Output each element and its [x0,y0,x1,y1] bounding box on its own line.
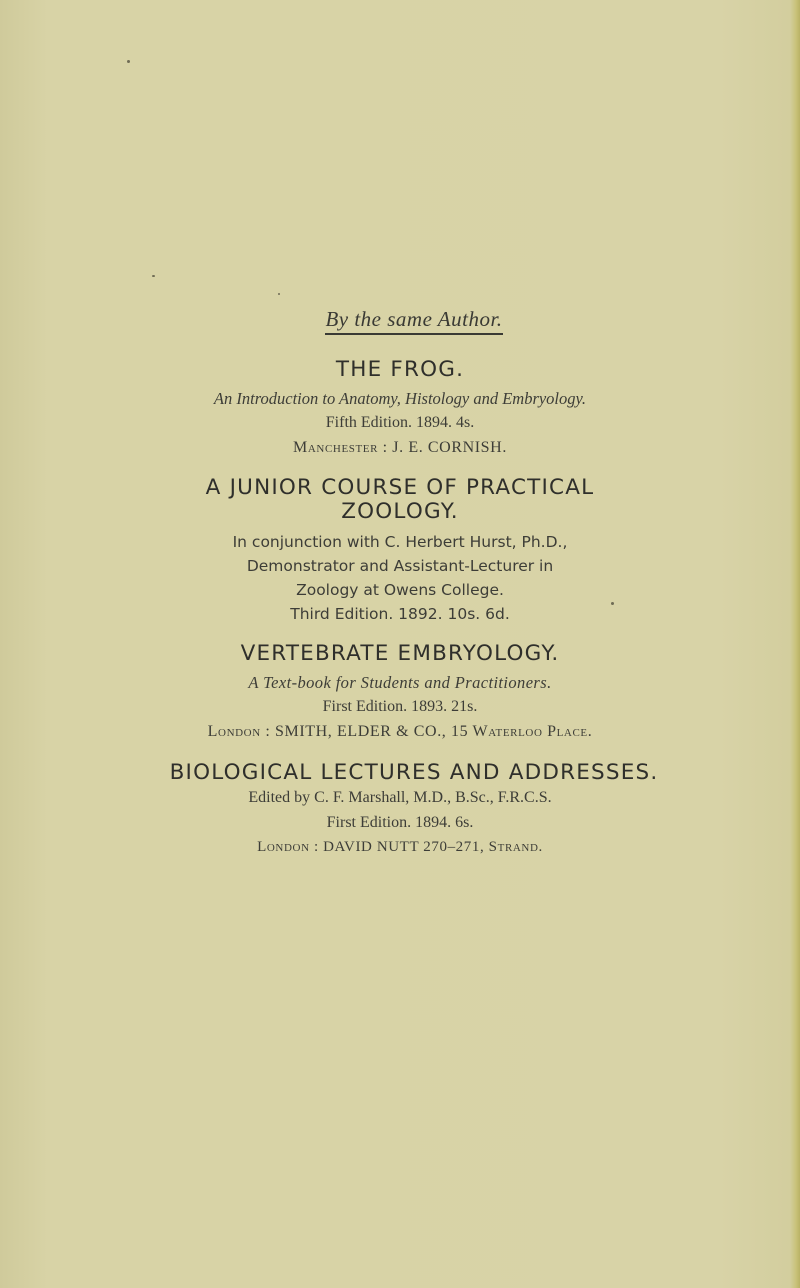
book-publisher-biological-lectures: London : DAVID NUTT 270–271, Strand. [257,839,543,855]
book-edition-vertebrate-embryology: First Edition. 1893. 21s. [322,698,478,715]
book-note-junior-course-line1: In conjunction with C. Herbert Hurst, Ph.D., [232,533,568,551]
book-edition-junior-course: Third Edition. 1892. 10s. 6d. [290,605,510,623]
book-subtitle-vertebrate-embryology: A Text-book for Students and Practitioners. [248,673,552,692]
paper-speck [278,293,280,295]
book-publisher-vertebrate-embryology: London : SMITH, ELDER & CO., 15 Waterloo Place. [207,723,593,740]
paper-speck [152,275,155,277]
book-title-frog: THE FROG. [335,357,465,382]
book-edition-frog: Fifth Edition. 1894. 4s. [325,414,475,431]
caption-text: By the same Author. [325,307,502,335]
book-title-junior-course-line2: ZOOLOGY. [341,499,459,524]
book-note-biological-lectures: Edited by C. F. Marshall, M.D., B.Sc., F.R.C.S. [248,789,552,806]
book-edition-biological-lectures: First Edition. 1894. 6s. [326,814,474,831]
book-title-junior-course-line1: A JUNIOR COURSE OF PRACTICAL [205,475,595,500]
book-title-biological-lectures: BIOLOGICAL LECTURES AND ADDRESSES. [169,760,659,785]
book-title-vertebrate-embryology: VERTEBRATE EMBRYOLOGY. [240,641,560,666]
book-note-junior-course-line3: Zoology at Owens College. [296,581,504,599]
paper-speck [127,60,130,63]
book-publisher-frog: Manchester : J. E. CORNISH. [293,439,507,456]
by-same-author-caption [0,307,800,335]
book-note-junior-course-line2: Demonstrator and Assistant-Lecturer in [246,557,554,575]
book-subtitle-frog: An Introduction to Anatomy, Histology and Embryology. [213,389,587,408]
